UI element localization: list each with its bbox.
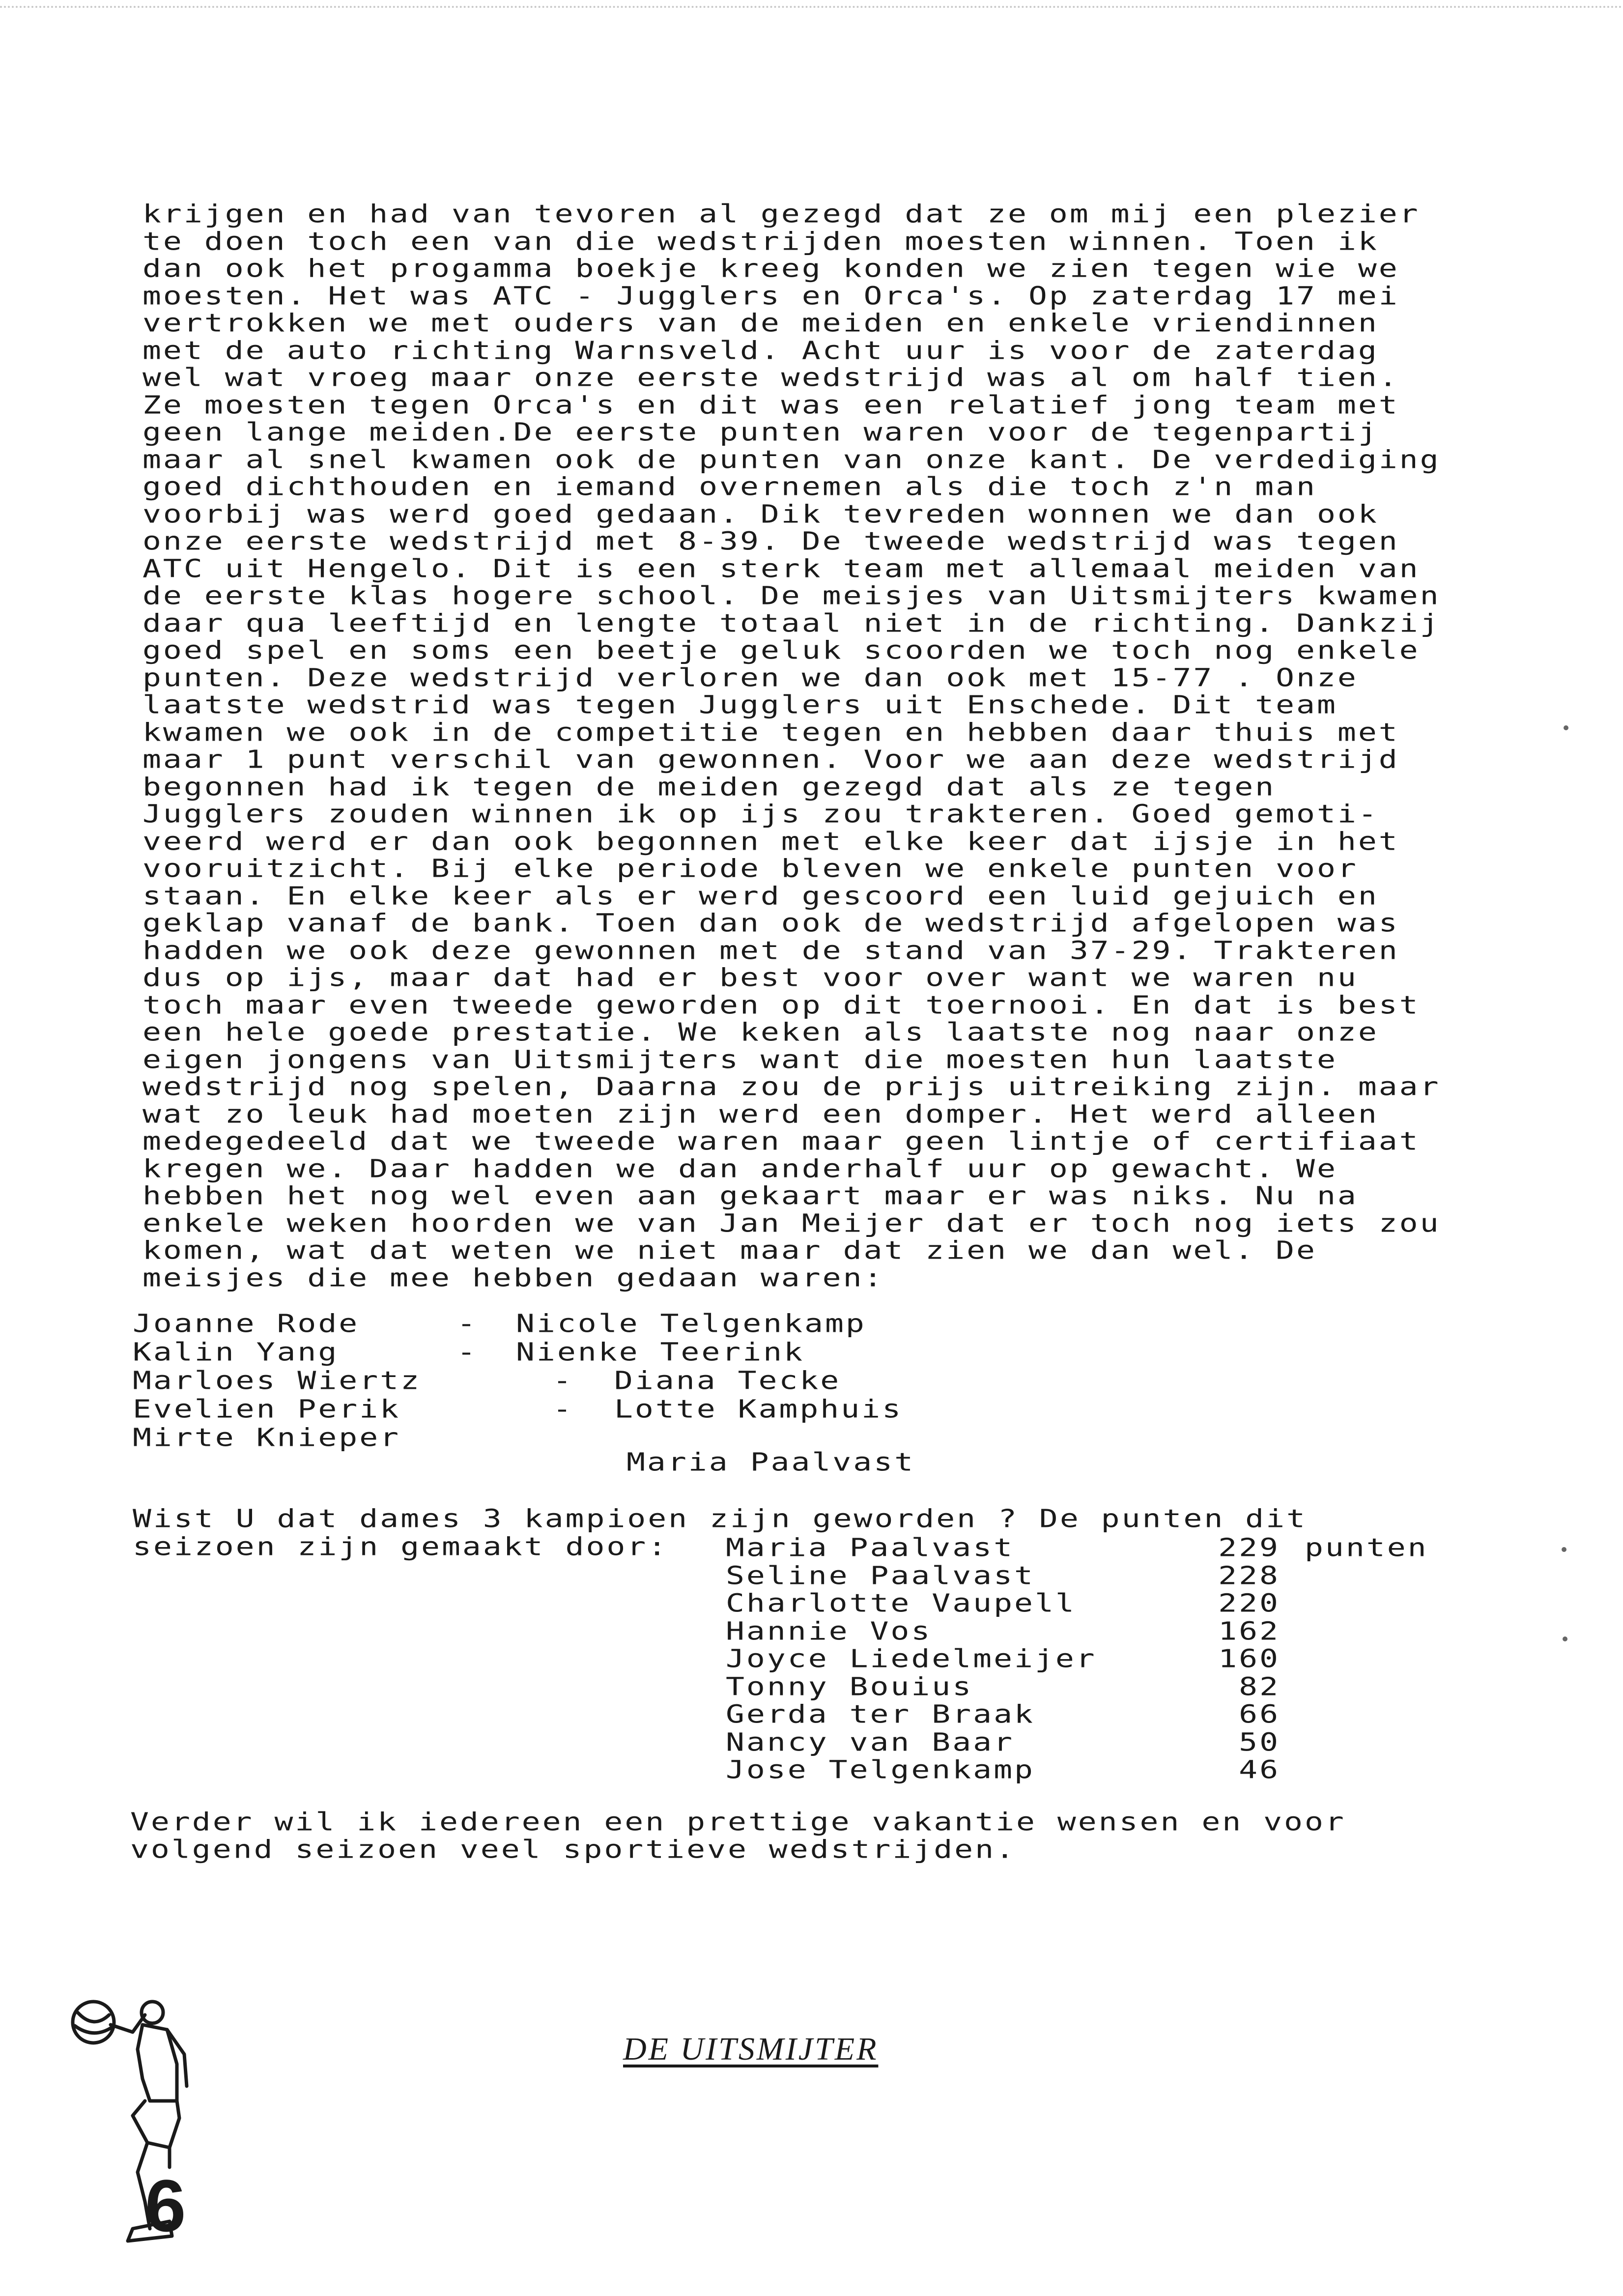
article-line: begonnen had ik tegen de meiden gezegd dat als ze tegen <box>142 773 1276 802</box>
intro-line: Wist U dat dames 3 kampioen zijn geworden ? De punten dit <box>133 1504 1307 1533</box>
article-line: ATC uit Hengelo. Dit is een sterk team met allemaal meiden van <box>142 554 1420 583</box>
player-dash: - <box>457 1338 478 1367</box>
article-line: laatste wedstrid was tegen Jugglers uit Enschede. Dit team <box>142 690 1338 719</box>
article-line: maar 1 punt verschil van gewonnen. Voor we aan deze wedstrijd <box>142 745 1399 774</box>
scorer-points: 82 <box>1239 1672 1280 1701</box>
player-dash: - <box>457 1309 478 1338</box>
scorer-points: 46 <box>1239 1755 1280 1784</box>
article-line: de eerste klas hogere school. De meisjes van Uitsmijters kwamen <box>142 581 1441 610</box>
player-name: Joanne Rode <box>133 1309 360 1338</box>
article-line: hadden we ook deze gewonnen met de stand van 37-29. Trakteren <box>142 936 1399 965</box>
article-line: hebben het nog wel even aan gekaart maar er was niks. Nu na <box>142 1181 1358 1210</box>
article-line: staan. En elke keer als er werd gescoord een luid gejuich en <box>142 882 1379 911</box>
scan-speck <box>1564 725 1568 730</box>
scorer-points: 66 <box>1239 1700 1280 1729</box>
article-line: moesten. Het was ATC - Jugglers en Orca's. Op zaterdag 17 mei <box>142 282 1399 311</box>
article-line: krijgen en had van tevoren al gezegd dat ze om mij een plezier <box>142 200 1420 229</box>
closing-line: volgend seizoen veel sportieve wedstrijden. <box>130 1835 1016 1864</box>
article-line: vooruitzicht. Bij elke periode bleven we enkele punten voor <box>142 854 1358 883</box>
player-name: Marloes Wiertz <box>133 1366 422 1395</box>
player-name: Evelien Perik <box>133 1395 401 1424</box>
page-number: 6 <box>145 2164 186 2247</box>
article-line: punten. Deze wedstrijd verloren we dan ook met 15-77 . Onze <box>142 663 1358 692</box>
article-line: wat zo leuk had moeten zijn werd een domper. Het werd alleen <box>142 1100 1379 1129</box>
article-line: enkele weken hoorden we van Jan Meijer dat er toch nog iets zou <box>142 1209 1441 1238</box>
closing-line: Verder wil ik iedereen een prettige vakantie wensen en voor <box>130 1808 1346 1837</box>
article-line: medegedeeld dat we tweede waren maar geen lintje of certifiaat <box>142 1127 1420 1156</box>
player-dash: - <box>553 1395 573 1424</box>
scorer-name: Charlotte Vaupell <box>726 1589 1076 1618</box>
article-line: toch maar even tweede geworden op dit toernooi. En dat is best <box>142 991 1420 1020</box>
author-signature: Maria Paalvast <box>626 1448 915 1477</box>
article-line: dus op ijs, maar dat had er best voor over want we waren nu <box>142 963 1358 992</box>
scorer-name: Maria Paalvast <box>726 1533 1015 1562</box>
article-line: kwamen we ook in de competitie tegen en hebben daar thuis met <box>142 718 1399 747</box>
article-line: geen lange meiden.De eerste punten waren voor de tegenpartij <box>142 418 1379 447</box>
top-edge-rule <box>0 6 1623 8</box>
scorer-points: 160 <box>1218 1644 1280 1673</box>
scorer-points: 50 <box>1239 1728 1280 1757</box>
player-name: Lotte Kamphuis <box>614 1395 903 1424</box>
article-line: Jugglers zouden winnen ik op ijs zou trakteren. Goed gemoti- <box>142 800 1379 829</box>
article-line: wedstrijd nog spelen, Daarna zou de prijs uitreiking zijn. maar <box>142 1072 1441 1101</box>
article-line: met de auto richting Warnsveld. Acht uur is voor de zaterdag <box>142 336 1379 365</box>
scorer-points: 228 <box>1218 1561 1280 1590</box>
scorer-name: Seline Paalvast <box>726 1561 1035 1590</box>
article-line: vertrokken we met ouders van de meiden en enkele vriendinnen <box>142 309 1379 338</box>
scorer-points: 229 <box>1218 1533 1280 1562</box>
article-line: voorbij was werd goed gedaan. Dik tevreden wonnen we dan ook <box>142 500 1379 529</box>
article-line: eigen jongens van Uitsmijters want die moesten hun laatste <box>142 1045 1338 1074</box>
player-name: Diana Tecke <box>614 1366 841 1395</box>
article-line: maar al snel kwamen ook de punten van onze kant. De verdediging <box>142 445 1441 474</box>
scorer-points: 162 <box>1218 1617 1280 1646</box>
article-line: meisjes die mee hebben gedaan waren: <box>142 1263 884 1292</box>
player-name: Nienke Teerink <box>516 1338 805 1367</box>
article-line: kregen we. Daar hadden we dan anderhalf uur op gewacht. We <box>142 1154 1338 1183</box>
scan-speck <box>1563 1636 1567 1641</box>
player-dash: - <box>553 1366 573 1395</box>
scorer-name: Jose Telgenkamp <box>726 1755 1035 1784</box>
article-line: te doen toch een van die wedstrijden moesten winnen. Toen ik <box>142 227 1379 256</box>
basketball-player-illustration <box>64 1985 221 2261</box>
article-line: Ze moesten tegen Orca's en dit was een relatief jong team met <box>142 391 1399 420</box>
scorer-name: Tonny Bouius <box>726 1672 973 1701</box>
article-line: goed spel en soms een beetje geluk scoorden we toch nog enkele <box>142 636 1420 665</box>
scorer-name: Joyce Liedelmeijer <box>726 1644 1097 1673</box>
newsletter-title: DE UITSMIJTER <box>623 2031 879 2067</box>
article-line: goed dichthouden en iemand overnemen als die toch z'n man <box>142 472 1317 501</box>
article-line: wel wat vroeg maar onze eerste wedstrijd was al om half tien. <box>142 363 1399 392</box>
player-name: Kalin Yang <box>133 1338 339 1367</box>
article-line: komen, wat dat weten we niet maar dat zien we dan wel. De <box>142 1236 1317 1265</box>
article-line: geklap vanaf de bank. Toen dan ook de wedstrijd afgelopen was <box>142 909 1399 938</box>
scorer-name: Nancy van Baar <box>726 1728 1015 1757</box>
article-line: veerd werd er dan ook begonnen met elke keer dat ijsje in het <box>142 827 1399 856</box>
scorer-points: 220 <box>1218 1589 1280 1618</box>
scan-speck <box>1562 1547 1566 1552</box>
article-line: daar qua leeftijd en lengte totaal niet in de richting. Dankzij <box>142 609 1441 638</box>
scorer-name: Hannie Vos <box>726 1617 932 1646</box>
article-line: een hele goede prestatie. We keken als laatste nog naar onze <box>142 1018 1379 1047</box>
article-line: onze eerste wedstrijd met 8-39. De tweede wedstrijd was tegen <box>142 527 1399 556</box>
intro-line: seizoen zijn gemaakt door: <box>133 1532 669 1561</box>
player-name: Mirte Knieper <box>133 1423 401 1452</box>
points-unit-label: punten <box>1305 1533 1428 1562</box>
scorer-name: Gerda ter Braak <box>726 1700 1035 1729</box>
article-line: dan ook het progamma boekje kreeg konden we zien tegen wie we <box>142 254 1399 283</box>
player-name: Nicole Telgenkamp <box>516 1309 866 1338</box>
